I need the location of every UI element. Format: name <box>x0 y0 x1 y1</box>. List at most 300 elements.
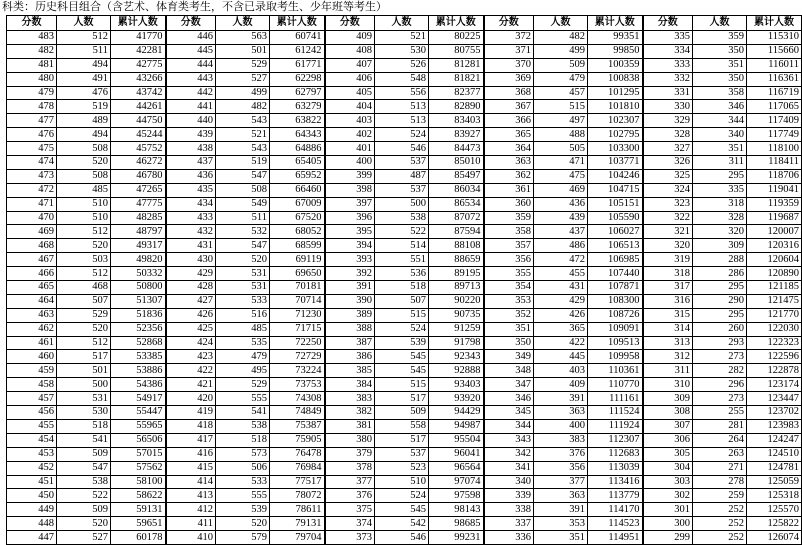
table-row <box>7 72 802 86</box>
cumulative-cell: 84473 <box>429 142 484 156</box>
score-cell: 432 <box>166 225 216 239</box>
cumulative-cell: 89195 <box>429 267 484 281</box>
score-cell: 400 <box>325 156 375 170</box>
score-cell: 433 <box>166 211 216 225</box>
score-cell: 384 <box>325 378 375 392</box>
score-cell: 467 <box>7 253 57 267</box>
count-cell: 403 <box>534 364 588 378</box>
score-cell: 448 <box>7 517 57 531</box>
count-cell: 531 <box>57 392 111 406</box>
score-cell: 410 <box>166 531 216 545</box>
score-cell: 349 <box>484 350 534 364</box>
count-cell: 509 <box>534 58 588 72</box>
score-cell: 399 <box>325 169 375 183</box>
score-cell: 409 <box>325 31 375 45</box>
cumulative-cell: 48797 <box>111 225 166 239</box>
table-row <box>7 517 802 531</box>
cumulative-cell: 90220 <box>429 294 484 308</box>
score-cell: 426 <box>166 308 216 322</box>
count-cell: 482 <box>216 100 270 114</box>
score-cell: 348 <box>484 364 534 378</box>
score-cell: 340 <box>484 475 534 489</box>
score-cell: 459 <box>7 364 57 378</box>
score-cell: 452 <box>7 461 57 475</box>
score-cell: 344 <box>484 419 534 433</box>
count-cell: 353 <box>534 517 588 531</box>
count-cell: 273 <box>693 350 747 364</box>
score-cell: 330 <box>643 100 693 114</box>
cumulative-cell: 41770 <box>111 31 166 45</box>
count-cell: 501 <box>216 44 270 58</box>
count-cell: 555 <box>216 489 270 503</box>
count-cell: 508 <box>216 183 270 197</box>
count-cell: 512 <box>57 267 111 281</box>
count-cell: 517 <box>375 433 429 447</box>
count-cell: 533 <box>216 475 270 489</box>
count-cell: 431 <box>534 281 588 295</box>
count-cell: 479 <box>534 72 588 86</box>
cumulative-cell: 47775 <box>111 197 166 211</box>
score-cell: 327 <box>643 142 693 156</box>
score-cell: 381 <box>325 419 375 433</box>
table-row <box>7 503 802 517</box>
score-cell: 377 <box>325 475 375 489</box>
cumulative-cell: 55965 <box>111 419 166 433</box>
cumulative-cell: 116011 <box>747 58 802 72</box>
count-cell: 495 <box>216 364 270 378</box>
cumulative-cell: 85010 <box>429 156 484 170</box>
cumulative-cell: 68052 <box>270 225 325 239</box>
count-cell: 351 <box>693 58 747 72</box>
cumulative-cell: 83927 <box>429 128 484 142</box>
score-cell: 376 <box>325 489 375 503</box>
count-cell: 515 <box>375 378 429 392</box>
count-cell: 252 <box>693 517 747 531</box>
cumulative-cell: 116361 <box>747 72 802 86</box>
score-cell: 356 <box>484 253 534 267</box>
score-cell: 483 <box>7 31 57 45</box>
score-cell: 461 <box>7 336 57 350</box>
score-cell: 464 <box>7 294 57 308</box>
score-cell: 390 <box>325 294 375 308</box>
cumulative-cell: 100359 <box>588 58 643 72</box>
count-cell: 538 <box>216 419 270 433</box>
score-cell: 453 <box>7 447 57 461</box>
count-cell: 350 <box>693 72 747 86</box>
cumulative-cell: 97074 <box>429 475 484 489</box>
score-cell: 322 <box>643 211 693 225</box>
cumulative-cell: 66460 <box>270 183 325 197</box>
score-cell: 397 <box>325 197 375 211</box>
score-cell: 444 <box>166 58 216 72</box>
cumulative-cell: 126074 <box>747 531 802 545</box>
score-cell: 421 <box>166 378 216 392</box>
count-cell: 548 <box>375 72 429 86</box>
count-cell: 547 <box>57 461 111 475</box>
count-cell: 472 <box>534 253 588 267</box>
count-cell: 278 <box>693 475 747 489</box>
score-cell: 309 <box>643 392 693 406</box>
score-cell: 387 <box>325 336 375 350</box>
count-cell: 510 <box>375 475 429 489</box>
count-cell: 543 <box>216 114 270 128</box>
count-cell: 437 <box>534 225 588 239</box>
count-cell: 295 <box>693 169 747 183</box>
score-distribution-table <box>6 15 802 545</box>
cumulative-cell: 68599 <box>270 239 325 253</box>
count-cell: 263 <box>693 447 747 461</box>
count-cell: 400 <box>534 419 588 433</box>
table-row <box>7 169 802 183</box>
header-count-4: 人数 <box>534 16 588 31</box>
count-cell: 537 <box>375 183 429 197</box>
score-cell: 404 <box>325 100 375 114</box>
cumulative-cell: 76478 <box>270 447 325 461</box>
count-cell: 288 <box>693 253 747 267</box>
cumulative-cell: 96564 <box>429 461 484 475</box>
cumulative-cell: 117749 <box>747 128 802 142</box>
cumulative-cell: 51836 <box>111 308 166 322</box>
count-cell: 543 <box>216 142 270 156</box>
score-cell: 429 <box>166 267 216 281</box>
cumulative-cell: 120316 <box>747 239 802 253</box>
cumulative-cell: 71715 <box>270 322 325 336</box>
count-cell: 555 <box>216 392 270 406</box>
cumulative-cell: 76984 <box>270 461 325 475</box>
header-score-3: 分数 <box>325 16 375 31</box>
score-cell: 311 <box>643 364 693 378</box>
table-row <box>7 378 802 392</box>
cumulative-cell: 58100 <box>111 475 166 489</box>
cumulative-cell: 46272 <box>111 156 166 170</box>
score-cell: 363 <box>484 156 534 170</box>
cumulative-cell: 109958 <box>588 350 643 364</box>
score-cell: 401 <box>325 142 375 156</box>
count-cell: 524 <box>375 128 429 142</box>
score-cell: 423 <box>166 350 216 364</box>
score-cell: 437 <box>166 156 216 170</box>
cumulative-cell: 81821 <box>429 72 484 86</box>
cumulative-cell: 96041 <box>429 447 484 461</box>
score-cell: 331 <box>643 86 693 100</box>
score-cell: 369 <box>484 72 534 86</box>
score-cell: 428 <box>166 281 216 295</box>
cumulative-cell: 57562 <box>111 461 166 475</box>
score-cell: 393 <box>325 253 375 267</box>
cumulative-cell: 97598 <box>429 489 484 503</box>
count-cell: 558 <box>375 419 429 433</box>
table-row <box>7 142 802 156</box>
score-cell: 337 <box>484 517 534 531</box>
table-row <box>7 364 802 378</box>
count-cell: 377 <box>534 475 588 489</box>
table-row <box>7 461 802 475</box>
cumulative-cell: 114951 <box>588 531 643 545</box>
score-cell: 441 <box>166 100 216 114</box>
count-cell: 520 <box>216 253 270 267</box>
count-cell: 529 <box>57 308 111 322</box>
count-cell: 436 <box>534 197 588 211</box>
cumulative-cell: 94429 <box>429 406 484 420</box>
score-cell: 408 <box>325 44 375 58</box>
count-cell: 524 <box>375 489 429 503</box>
table-row <box>7 406 802 420</box>
score-cell: 362 <box>484 169 534 183</box>
count-cell: 328 <box>693 211 747 225</box>
score-cell: 388 <box>325 322 375 336</box>
cumulative-cell: 117065 <box>747 100 802 114</box>
count-cell: 549 <box>216 197 270 211</box>
cumulative-cell: 77517 <box>270 475 325 489</box>
count-cell: 500 <box>375 197 429 211</box>
table-row <box>7 183 802 197</box>
count-cell: 358 <box>693 86 747 100</box>
cumulative-cell: 91259 <box>429 322 484 336</box>
cumulative-cell: 107871 <box>588 281 643 295</box>
count-cell: 518 <box>57 419 111 433</box>
score-cell: 359 <box>484 211 534 225</box>
count-cell: 524 <box>375 322 429 336</box>
count-cell: 538 <box>57 475 111 489</box>
score-cell: 438 <box>166 142 216 156</box>
score-cell: 442 <box>166 86 216 100</box>
score-cell: 302 <box>643 489 693 503</box>
score-cell: 373 <box>325 531 375 545</box>
score-cell: 379 <box>325 447 375 461</box>
cumulative-cell: 52356 <box>111 322 166 336</box>
score-cell: 445 <box>166 44 216 58</box>
count-cell: 530 <box>375 44 429 58</box>
cumulative-cell: 80755 <box>429 44 484 58</box>
count-cell: 513 <box>375 100 429 114</box>
score-cell: 313 <box>643 336 693 350</box>
score-cell: 446 <box>166 31 216 45</box>
score-cell: 378 <box>325 461 375 475</box>
cumulative-cell: 121475 <box>747 294 802 308</box>
cumulative-cell: 105151 <box>588 197 643 211</box>
score-cell: 472 <box>7 183 57 197</box>
count-cell: 511 <box>57 44 111 58</box>
cumulative-cell: 103300 <box>588 142 643 156</box>
count-cell: 563 <box>216 31 270 45</box>
count-cell: 509 <box>57 447 111 461</box>
cumulative-cell: 118706 <box>747 169 802 183</box>
score-cell: 357 <box>484 239 534 253</box>
cumulative-cell: 111924 <box>588 419 643 433</box>
score-cell: 346 <box>484 392 534 406</box>
score-cell: 301 <box>643 503 693 517</box>
score-cell: 460 <box>7 350 57 364</box>
count-cell: 508 <box>57 142 111 156</box>
cumulative-cell: 49820 <box>111 253 166 267</box>
count-cell: 520 <box>57 517 111 531</box>
header-count-2: 人数 <box>216 16 270 31</box>
cumulative-cell: 120890 <box>747 267 802 281</box>
count-cell: 501 <box>57 364 111 378</box>
count-cell: 351 <box>693 142 747 156</box>
score-cell: 480 <box>7 72 57 86</box>
table-row <box>7 239 802 253</box>
count-cell: 532 <box>216 225 270 239</box>
count-cell: 523 <box>375 461 429 475</box>
count-cell: 535 <box>216 336 270 350</box>
header-cumulative-3: 累计人数 <box>429 16 484 31</box>
count-cell: 520 <box>57 156 111 170</box>
score-cell: 456 <box>7 406 57 420</box>
count-cell: 546 <box>375 142 429 156</box>
score-cell: 406 <box>325 72 375 86</box>
count-cell: 547 <box>216 169 270 183</box>
cumulative-cell: 99850 <box>588 44 643 58</box>
count-cell: 391 <box>534 503 588 517</box>
count-cell: 344 <box>693 114 747 128</box>
score-cell: 422 <box>166 364 216 378</box>
count-cell: 518 <box>375 281 429 295</box>
score-cell: 478 <box>7 100 57 114</box>
count-cell: 475 <box>534 169 588 183</box>
count-cell: 513 <box>375 114 429 128</box>
cumulative-cell: 99351 <box>588 31 643 45</box>
cumulative-cell: 110361 <box>588 364 643 378</box>
count-cell: 547 <box>216 239 270 253</box>
count-cell: 491 <box>57 72 111 86</box>
score-cell: 371 <box>484 44 534 58</box>
cumulative-cell: 70714 <box>270 294 325 308</box>
score-cell: 361 <box>484 183 534 197</box>
count-cell: 356 <box>534 461 588 475</box>
cumulative-cell: 55447 <box>111 406 166 420</box>
score-cell: 468 <box>7 239 57 253</box>
score-cell: 312 <box>643 350 693 364</box>
cumulative-cell: 72250 <box>270 336 325 350</box>
count-cell: 541 <box>216 406 270 420</box>
table-row <box>7 475 802 489</box>
score-cell: 360 <box>484 197 534 211</box>
count-cell: 522 <box>375 225 429 239</box>
cumulative-cell: 52868 <box>111 336 166 350</box>
cumulative-cell: 124510 <box>747 447 802 461</box>
cumulative-cell: 59131 <box>111 503 166 517</box>
score-cell: 345 <box>484 406 534 420</box>
count-cell: 457 <box>534 86 588 100</box>
score-cell: 329 <box>643 114 693 128</box>
cumulative-cell: 80225 <box>429 31 484 45</box>
score-cell: 299 <box>643 531 693 545</box>
cumulative-cell: 98685 <box>429 517 484 531</box>
cumulative-cell: 54386 <box>111 378 166 392</box>
score-cell: 336 <box>484 531 534 545</box>
count-cell: 531 <box>216 267 270 281</box>
score-cell: 303 <box>643 475 693 489</box>
cumulative-cell: 79704 <box>270 531 325 545</box>
count-cell: 295 <box>693 308 747 322</box>
table-row <box>7 294 802 308</box>
cumulative-cell: 78611 <box>270 503 325 517</box>
score-cell: 413 <box>166 489 216 503</box>
count-cell: 383 <box>534 433 588 447</box>
score-cell: 407 <box>325 58 375 72</box>
score-cell: 372 <box>484 31 534 45</box>
cumulative-cell: 109091 <box>588 322 643 336</box>
count-cell: 476 <box>57 86 111 100</box>
count-cell: 281 <box>693 419 747 433</box>
count-cell: 422 <box>534 336 588 350</box>
score-cell: 398 <box>325 183 375 197</box>
count-cell: 485 <box>57 183 111 197</box>
cumulative-cell: 102307 <box>588 114 643 128</box>
score-cell: 319 <box>643 253 693 267</box>
cumulative-cell: 106027 <box>588 225 643 239</box>
score-cell: 414 <box>166 475 216 489</box>
cumulative-cell: 121185 <box>747 281 802 295</box>
count-cell: 391 <box>534 392 588 406</box>
cumulative-cell: 99231 <box>429 531 484 545</box>
cumulative-cell: 86534 <box>429 197 484 211</box>
cumulative-cell: 61771 <box>270 58 325 72</box>
count-cell: 530 <box>57 406 111 420</box>
cumulative-cell: 46780 <box>111 169 166 183</box>
cumulative-cell: 124781 <box>747 461 802 475</box>
score-cell: 392 <box>325 267 375 281</box>
score-cell: 449 <box>7 503 57 517</box>
count-cell: 556 <box>375 86 429 100</box>
cumulative-cell: 59651 <box>111 517 166 531</box>
cumulative-cell: 122323 <box>747 336 802 350</box>
cumulative-cell: 106985 <box>588 253 643 267</box>
score-cell: 396 <box>325 211 375 225</box>
count-cell: 455 <box>534 267 588 281</box>
count-cell: 506 <box>216 461 270 475</box>
table-row <box>7 322 802 336</box>
cumulative-cell: 44750 <box>111 114 166 128</box>
cumulative-cell: 120007 <box>747 225 802 239</box>
score-cell: 389 <box>325 308 375 322</box>
cumulative-cell: 45752 <box>111 142 166 156</box>
score-cell: 358 <box>484 225 534 239</box>
score-cell: 365 <box>484 128 534 142</box>
cumulative-cell: 79131 <box>270 517 325 531</box>
score-cell: 463 <box>7 308 57 322</box>
count-cell: 527 <box>57 531 111 545</box>
score-cell: 300 <box>643 517 693 531</box>
table-row <box>7 253 802 267</box>
count-cell: 521 <box>375 31 429 45</box>
cumulative-cell: 125059 <box>747 475 802 489</box>
cumulative-cell: 60178 <box>111 531 166 545</box>
header-score-1: 分数 <box>7 16 57 31</box>
count-cell: 494 <box>57 58 111 72</box>
score-cell: 424 <box>166 336 216 350</box>
count-cell: 512 <box>57 31 111 45</box>
count-cell: 318 <box>693 197 747 211</box>
cumulative-cell: 48285 <box>111 211 166 225</box>
count-cell: 482 <box>534 31 588 45</box>
count-cell: 517 <box>57 350 111 364</box>
cumulative-cell: 83403 <box>429 114 484 128</box>
score-cell: 332 <box>643 72 693 86</box>
score-cell: 342 <box>484 447 534 461</box>
cumulative-cell: 106513 <box>588 239 643 253</box>
score-cell: 351 <box>484 322 534 336</box>
cumulative-cell: 93920 <box>429 392 484 406</box>
count-cell: 350 <box>693 44 747 58</box>
table-body <box>7 31 802 545</box>
cumulative-cell: 107440 <box>588 267 643 281</box>
count-cell: 518 <box>216 433 270 447</box>
cumulative-cell: 82890 <box>429 100 484 114</box>
count-cell: 264 <box>693 433 747 447</box>
score-cell: 458 <box>7 378 57 392</box>
